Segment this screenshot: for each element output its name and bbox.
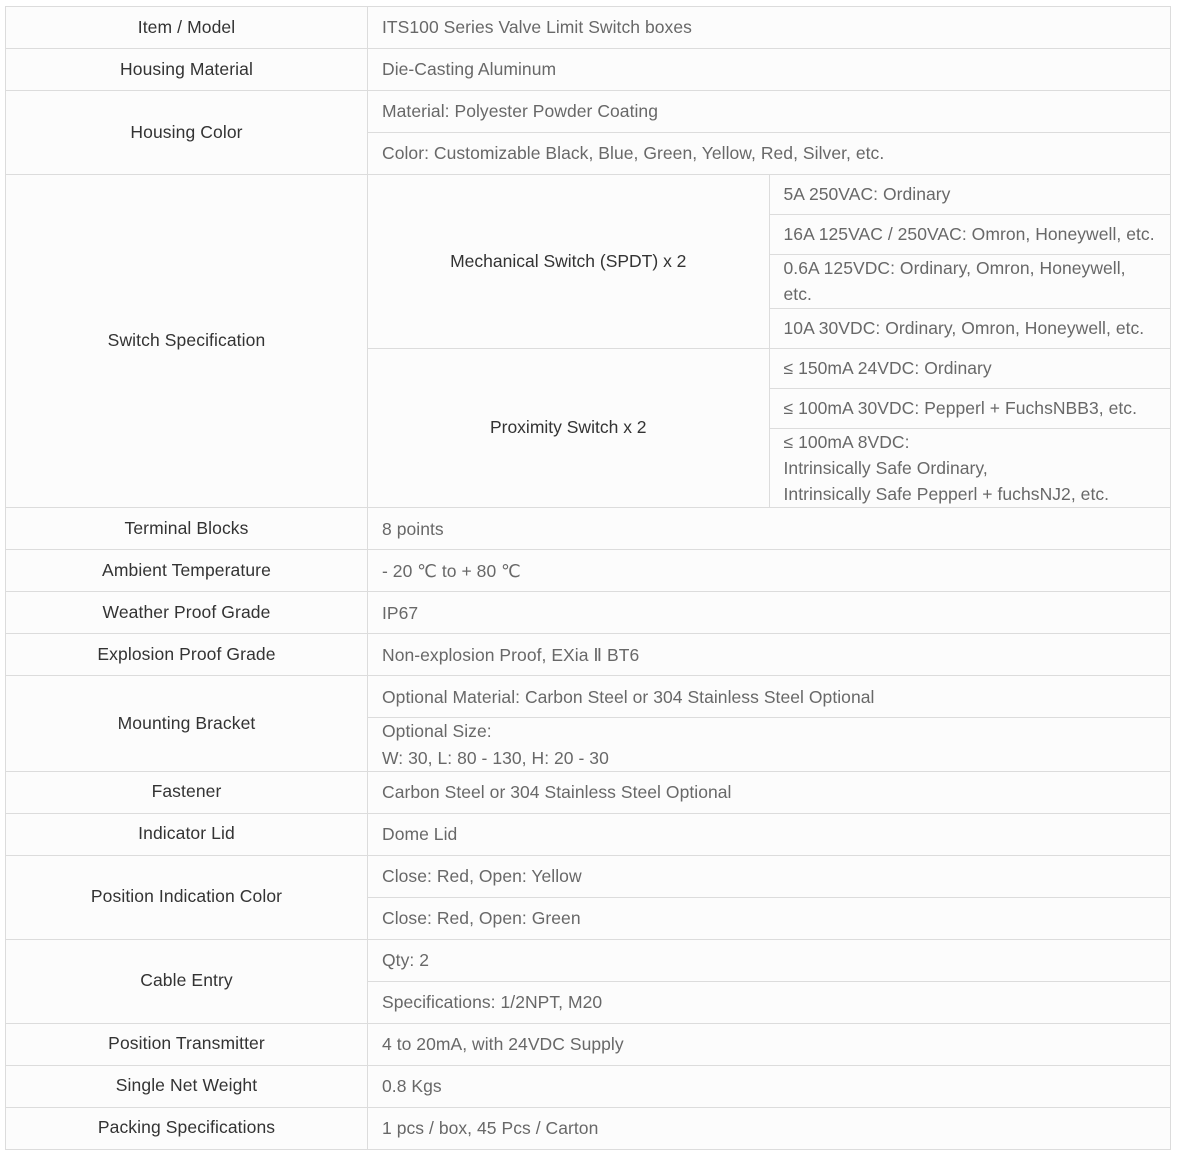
row-value-mech-switch-4: 10A 30VDC: Ordinary, Omron, Honeywell, etc. <box>769 308 1171 348</box>
row-value-single-net-weight: 0.8 Kgs <box>368 1065 1171 1107</box>
sublabel-proximity-switch <box>368 348 770 508</box>
row-value-position-transmitter: 4 to 20mA, with 24VDC Supply <box>368 1023 1171 1065</box>
row-value-packing-specifications: 1 pcs / box, 45 Pcs / Carton <box>368 1107 1171 1149</box>
row-value-explosion-proof-grade: Non-explosion Proof, EXia Ⅱ BT6 <box>368 634 1171 676</box>
table-row <box>6 855 1171 897</box>
row-label-indicator-lid: Indicator Lid <box>6 813 368 855</box>
value-line: ≤ 100mA 8VDC: <box>783 431 910 452</box>
row-label-single-net-weight: Single Net Weight <box>6 1065 368 1107</box>
row-value-cable-entry-spec: Specifications: 1/2NPT, M20 <box>368 981 1171 1023</box>
row-label-terminal-blocks: Terminal Blocks <box>6 508 368 550</box>
value-line: W: 30, L: 80 - 130, H: 20 - 30 <box>382 747 609 768</box>
table-row <box>6 676 1171 718</box>
row-value-cable-entry-qty: Qty: 2 <box>368 939 1171 981</box>
row-value-terminal-blocks: 8 points <box>368 508 1171 550</box>
row-value-mech-switch-2: 16A 125VAC / 250VAC: Omron, Honeywell, etc. <box>769 215 1171 255</box>
row-value-fastener: Carbon Steel or 304 Stainless Steel Optional <box>368 771 1171 813</box>
table-row <box>6 508 1171 550</box>
row-value-ambient-temperature: - 20 ℃ to + 80 ℃ <box>368 550 1171 592</box>
row-label-weather-proof-grade: Weather Proof Grade <box>6 592 368 634</box>
table-row <box>6 91 1171 133</box>
table-row <box>6 7 1171 49</box>
row-label-position-transmitter: Position Transmitter <box>6 1023 368 1065</box>
row-label-housing-material: Housing Material <box>6 49 368 91</box>
row-label-cable-entry: Cable Entry <box>6 939 368 1023</box>
table-row <box>6 634 1171 676</box>
value-line: Optional Size: <box>382 721 492 742</box>
sublabel-mechanical-switch-line1: Mechanical Switch <box>450 250 595 271</box>
row-value-prox-switch-3 <box>769 428 1171 508</box>
table-row <box>6 771 1171 813</box>
row-value-weather-proof-grade: IP67 <box>368 592 1171 634</box>
product-specification-table <box>5 6 1171 1150</box>
row-label-packing-specifications: Packing Specifications <box>6 1107 368 1149</box>
row-value-position-indication-1: Close: Red, Open: Yellow <box>368 855 1171 897</box>
sublabel-proximity-switch-line1: Proximity Switch <box>489 417 619 438</box>
row-label-ambient-temperature: Ambient Temperature <box>6 550 368 592</box>
table-row <box>6 1065 1171 1107</box>
row-label-explosion-proof-grade: Explosion Proof Grade <box>6 634 368 676</box>
row-value-prox-switch-2: ≤ 100mA 30VDC: Pepperl + FuchsNBB3, etc. <box>769 388 1171 428</box>
sublabel-proximity-switch-line2: x 2 <box>623 417 647 438</box>
row-value-housing-material: Die-Casting Aluminum <box>368 49 1171 91</box>
table-row <box>6 550 1171 592</box>
table-row <box>6 813 1171 855</box>
row-value-indicator-lid: Dome Lid <box>368 813 1171 855</box>
row-label-fastener: Fastener <box>6 771 368 813</box>
sublabel-mechanical-switch <box>368 175 770 349</box>
table-row <box>6 939 1171 981</box>
value-line: Intrinsically Safe Pepperl + fuchsNJ2, etc. <box>783 484 1110 504</box>
table-row <box>6 1107 1171 1149</box>
row-label-housing-color: Housing Color <box>6 91 368 175</box>
table-row <box>6 592 1171 634</box>
row-value-housing-color-material: Material: Polyester Powder Coating <box>368 91 1171 133</box>
table-body <box>6 7 1171 1150</box>
row-value-item-model: ITS100 Series Valve Limit Switch boxes <box>368 7 1171 49</box>
row-label-item-model: Item / Model <box>6 7 368 49</box>
row-value-mech-switch-1: 5A 250VAC: Ordinary <box>769 175 1171 215</box>
row-value-housing-color-color: Color: Customizable Black, Blue, Green, Yellow, Red, Silver, etc. <box>368 133 1171 175</box>
row-label-mounting-bracket: Mounting Bracket <box>6 676 368 772</box>
row-value-mounting-bracket-material: Optional Material: Carbon Steel or 304 Stainless Steel Optional <box>368 676 1171 718</box>
table-row <box>6 1023 1171 1065</box>
row-value-mounting-bracket-size <box>368 718 1171 772</box>
row-value-mech-switch-3: 0.6A 125VDC: Ordinary, Omron, Honeywell, etc. <box>769 255 1171 309</box>
row-label-position-indication-color: Position Indication Color <box>6 855 368 939</box>
row-value-prox-switch-1: ≤ 150mA 24VDC: Ordinary <box>769 348 1171 388</box>
row-label-switch-specification: Switch Specification <box>6 175 368 508</box>
value-line: Intrinsically Safe Ordinary, <box>783 457 988 478</box>
table-row <box>6 175 1171 215</box>
sublabel-mechanical-switch-line2: (SPDT) x 2 <box>599 250 687 271</box>
row-value-position-indication-2: Close: Red, Open: Green <box>368 897 1171 939</box>
table-row <box>6 49 1171 91</box>
